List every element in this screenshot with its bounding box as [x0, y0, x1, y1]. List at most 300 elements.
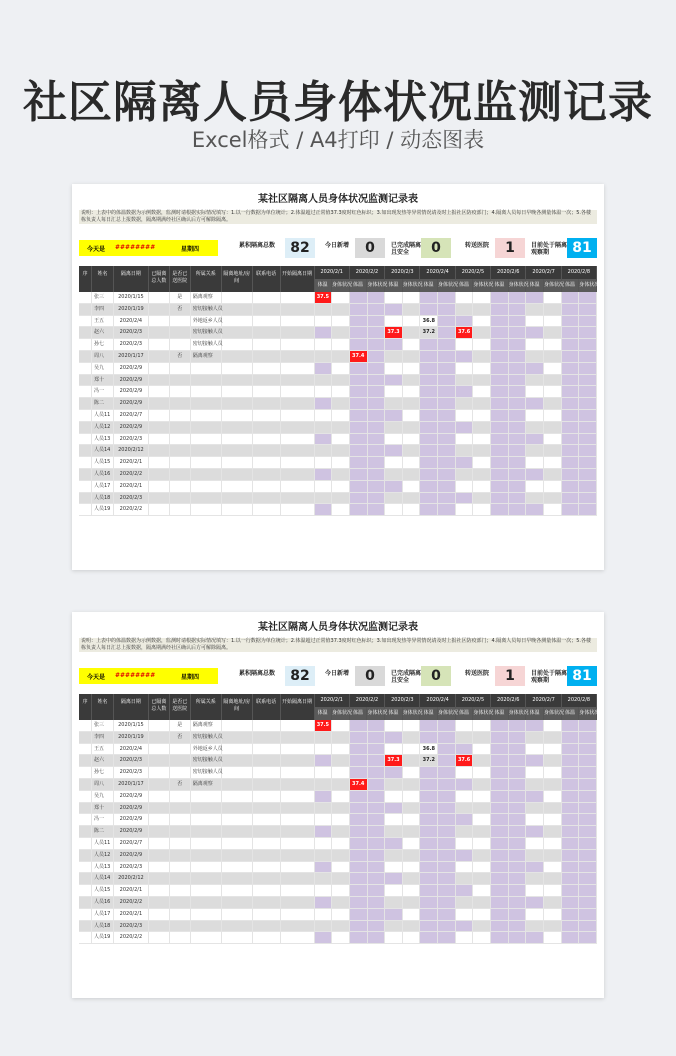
- condition-cell: [509, 504, 527, 515]
- table-cell: [281, 339, 315, 350]
- condition-cell: [332, 493, 350, 504]
- temperature-cell: [491, 826, 509, 837]
- temperature-cell: [385, 803, 403, 814]
- table-cell: 李四: [92, 732, 114, 743]
- table-row: [79, 410, 597, 422]
- temperature-cell: [315, 791, 333, 802]
- temperature-cell: 36.8: [420, 744, 438, 755]
- temperature-cell: [420, 897, 438, 908]
- table-cell: [222, 897, 253, 908]
- condition-cell: [544, 410, 562, 421]
- temperature-cell: [315, 504, 333, 515]
- temperature-cell: [526, 744, 544, 755]
- temperature-cell: [562, 744, 580, 755]
- table-cell: [191, 398, 222, 409]
- condition-cell: [368, 304, 386, 315]
- temperature-cell: [562, 779, 580, 790]
- condition-cell: [544, 434, 562, 445]
- temperature-cell: [526, 375, 544, 386]
- temperature-cell: 37.3: [385, 327, 403, 338]
- temperature-cell: [315, 826, 333, 837]
- condition-cell: [403, 862, 421, 873]
- table-cell: 人员18: [92, 493, 114, 504]
- condition-cell: [579, 445, 597, 456]
- temperature-cell: [526, 422, 544, 433]
- condition-cell: [544, 826, 562, 837]
- table-cell: [222, 327, 253, 338]
- condition-cell: [579, 493, 597, 504]
- today-value: ########: [115, 244, 156, 251]
- column-header: 开始隔离日期: [281, 266, 315, 292]
- table-row: [79, 363, 597, 375]
- table-cell: [253, 316, 281, 327]
- stat-label-hospital: 转送医院: [465, 670, 490, 677]
- condition-cell: [544, 850, 562, 861]
- condition-cell: [368, 351, 386, 362]
- table-cell: [149, 316, 170, 327]
- date-header: 2020/2/6: [491, 694, 526, 707]
- temperature-cell: [385, 386, 403, 397]
- temperature-cell: [456, 504, 474, 515]
- temperature-cell: [315, 398, 333, 409]
- table-cell: [281, 755, 315, 766]
- temperature-cell: 37.5: [315, 720, 333, 731]
- condition-cell: [579, 921, 597, 932]
- condition-cell: [368, 457, 386, 468]
- temperature-cell: [526, 493, 544, 504]
- table-row: [79, 803, 597, 815]
- temperature-cell: [562, 921, 580, 932]
- condition-cell: [438, 814, 456, 825]
- sub-header: 体温: [385, 279, 403, 292]
- condition-cell: [509, 873, 527, 884]
- table-cell: 密切接触人员: [191, 767, 222, 778]
- temperature-cell: [315, 363, 333, 374]
- table-cell: 人员11: [92, 838, 114, 849]
- sub-header: 身体状况: [579, 707, 597, 720]
- table-cell: [253, 732, 281, 743]
- table-cell: [253, 779, 281, 790]
- table-cell: [170, 814, 191, 825]
- temperature-cell: [315, 410, 333, 421]
- condition-cell: [544, 386, 562, 397]
- condition-cell: [438, 493, 456, 504]
- temperature-cell: [456, 932, 474, 943]
- temperature-cell: [456, 457, 474, 468]
- table-cell: 密切接触人员: [191, 327, 222, 338]
- table-cell: [79, 909, 92, 920]
- temperature-cell: [562, 862, 580, 873]
- sheet-preview-2: [72, 612, 604, 998]
- condition-cell: [579, 339, 597, 350]
- temperature-cell: [491, 351, 509, 362]
- temperature-cell: [526, 767, 544, 778]
- temperature-cell: [526, 850, 544, 861]
- temperature-cell: [385, 410, 403, 421]
- table-cell: 人员19: [92, 504, 114, 515]
- condition-cell: [403, 481, 421, 492]
- column-header: 姓名: [92, 266, 114, 292]
- temperature-cell: [526, 932, 544, 943]
- sub-header: 体温: [562, 707, 580, 720]
- condition-cell: [403, 744, 421, 755]
- temperature-cell: [456, 316, 474, 327]
- condition-cell: [509, 327, 527, 338]
- table-cell: 2020/2/12: [114, 873, 149, 884]
- table-cell: 2020/1/19: [114, 732, 149, 743]
- condition-cell: [473, 493, 491, 504]
- table-cell: [222, 434, 253, 445]
- temperature-cell: [350, 481, 368, 492]
- temperature-cell: [420, 862, 438, 873]
- table-cell: [79, 826, 92, 837]
- temperature-cell: [420, 304, 438, 315]
- table-cell: [253, 410, 281, 421]
- table-cell: [281, 850, 315, 861]
- table-cell: [191, 363, 222, 374]
- date-header: 2020/2/5: [456, 694, 491, 707]
- temperature-cell: [562, 375, 580, 386]
- temperature-cell: [456, 838, 474, 849]
- table-cell: [170, 375, 191, 386]
- condition-cell: [368, 909, 386, 920]
- table-cell: [191, 791, 222, 802]
- temperature-cell: 37.4: [350, 351, 368, 362]
- temperature-cell: [526, 755, 544, 766]
- condition-cell: [579, 434, 597, 445]
- table-cell: [281, 885, 315, 896]
- table-cell: [170, 826, 191, 837]
- table-cell: 隔离观察: [191, 292, 222, 303]
- temperature-cell: [350, 304, 368, 315]
- condition-cell: [368, 862, 386, 873]
- condition-cell: [473, 814, 491, 825]
- today-box: [79, 668, 218, 684]
- column-header: 隔离地址/房间: [222, 266, 253, 292]
- condition-cell: [332, 504, 350, 515]
- table-cell: [253, 791, 281, 802]
- condition-cell: [332, 720, 350, 731]
- condition-cell: [509, 885, 527, 896]
- table-cell: [281, 292, 315, 303]
- temperature-cell: [491, 803, 509, 814]
- condition-cell: [368, 838, 386, 849]
- condition-cell: [332, 873, 350, 884]
- condition-cell: [509, 720, 527, 731]
- table-cell: [170, 767, 191, 778]
- temperature-cell: [420, 885, 438, 896]
- table-cell: [149, 791, 170, 802]
- condition-cell: [403, 469, 421, 480]
- temperature-cell: [491, 779, 509, 790]
- temperature-cell: [315, 755, 333, 766]
- temperature-cell: [350, 457, 368, 468]
- condition-cell: [544, 422, 562, 433]
- condition-cell: [403, 767, 421, 778]
- condition-cell: [509, 422, 527, 433]
- table-cell: [222, 909, 253, 920]
- date-header: 2020/2/1: [315, 266, 350, 279]
- condition-cell: [473, 398, 491, 409]
- condition-cell: [403, 457, 421, 468]
- table-row: [79, 445, 597, 457]
- temperature-cell: [491, 744, 509, 755]
- condition-cell: [473, 720, 491, 731]
- condition-cell: [544, 363, 562, 374]
- table-cell: 郑十: [92, 375, 114, 386]
- temperature-cell: [315, 803, 333, 814]
- table-cell: [149, 445, 170, 456]
- condition-cell: [403, 493, 421, 504]
- condition-cell: [509, 767, 527, 778]
- temperature-cell: [315, 932, 333, 943]
- table-cell: [170, 410, 191, 421]
- temperature-cell: [315, 386, 333, 397]
- table-cell: 王五: [92, 744, 114, 755]
- condition-cell: [332, 779, 350, 790]
- condition-cell: [473, 873, 491, 884]
- temperature-cell: [491, 292, 509, 303]
- temperature-cell: [315, 744, 333, 755]
- temperature-cell: [526, 826, 544, 837]
- temperature-cell: [385, 469, 403, 480]
- temperature-cell: [491, 932, 509, 943]
- sub-header: 体温: [491, 707, 509, 720]
- table-cell: [191, 434, 222, 445]
- condition-cell: [579, 375, 597, 386]
- condition-cell: [509, 375, 527, 386]
- condition-cell: [403, 292, 421, 303]
- record-table: [79, 694, 600, 944]
- condition-cell: [332, 410, 350, 421]
- today-label: 今天是: [87, 246, 106, 253]
- condition-cell: [332, 304, 350, 315]
- temperature-cell: [420, 386, 438, 397]
- stat-value-safe: 0: [421, 238, 451, 258]
- table-cell: [170, 445, 191, 456]
- today-label: 今天是: [87, 674, 106, 681]
- table-cell: 2020/2/9: [114, 422, 149, 433]
- table-cell: [281, 803, 315, 814]
- condition-cell: [438, 316, 456, 327]
- temperature-cell: [420, 732, 438, 743]
- temperature-cell: [456, 481, 474, 492]
- condition-cell: [509, 791, 527, 802]
- condition-cell: [544, 814, 562, 825]
- table-cell: [222, 921, 253, 932]
- table-cell: 否: [170, 351, 191, 362]
- temperature-cell: [491, 720, 509, 731]
- condition-cell: [403, 327, 421, 338]
- column-header: 是否已送医院: [170, 694, 191, 720]
- condition-cell: [332, 339, 350, 350]
- temperature-cell: [315, 316, 333, 327]
- table-cell: [281, 457, 315, 468]
- temperature-cell: [491, 897, 509, 908]
- table-cell: [253, 445, 281, 456]
- condition-cell: [438, 292, 456, 303]
- temperature-cell: [491, 481, 509, 492]
- temperature-cell: 37.3: [385, 755, 403, 766]
- table-cell: [79, 791, 92, 802]
- condition-cell: [368, 504, 386, 515]
- table-cell: [191, 445, 222, 456]
- table-row: [79, 316, 597, 328]
- condition-cell: [438, 767, 456, 778]
- temperature-cell: [420, 826, 438, 837]
- condition-cell: [368, 814, 386, 825]
- sheet-note: 说明：上表中的体温数据为示例数据，监测时请根据实际情况填写：1.以一行数据为单位统计；2.体温超过正常值37.3度时红色标识；3.如出现发热等异常情况请及时上报社区防疫部门；4.隔离人员每日早晚各测量体温一次；5.各楼栋负责人每日汇总上报数据，隔离期满经社区确认后方可解除隔离。: [79, 210, 597, 224]
- temperature-cell: [456, 375, 474, 386]
- temperature-cell: [456, 779, 474, 790]
- table-row: [79, 814, 597, 826]
- condition-cell: [473, 375, 491, 386]
- temperature-cell: [350, 803, 368, 814]
- condition-cell: [473, 803, 491, 814]
- table-cell: [149, 493, 170, 504]
- table-cell: 陈二: [92, 826, 114, 837]
- temperature-cell: [456, 803, 474, 814]
- condition-cell: [579, 386, 597, 397]
- temperature-cell: [526, 351, 544, 362]
- condition-cell: [579, 422, 597, 433]
- table-cell: [191, 481, 222, 492]
- temperature-cell: [456, 469, 474, 480]
- table-cell: [281, 316, 315, 327]
- table-cell: 吴九: [92, 791, 114, 802]
- table-cell: [191, 826, 222, 837]
- temperature-cell: [456, 720, 474, 731]
- table-cell: [170, 885, 191, 896]
- condition-cell: [368, 316, 386, 327]
- condition-cell: [544, 755, 562, 766]
- temperature-cell: [562, 316, 580, 327]
- table-cell: [191, 493, 222, 504]
- temperature-cell: [350, 375, 368, 386]
- table-cell: [222, 826, 253, 837]
- condition-cell: [509, 363, 527, 374]
- table-cell: 2020/2/2: [114, 469, 149, 480]
- table-cell: [222, 504, 253, 515]
- column-header: 已隔离总人数: [149, 694, 170, 720]
- condition-cell: [403, 422, 421, 433]
- date-header: 2020/2/5: [456, 266, 491, 279]
- table-row: [79, 744, 597, 756]
- temperature-cell: [562, 434, 580, 445]
- stat-value-total: 82: [285, 238, 315, 258]
- condition-cell: [473, 838, 491, 849]
- temperature-cell: [350, 398, 368, 409]
- temperature-cell: [420, 445, 438, 456]
- date-header: 2020/2/8: [562, 266, 597, 279]
- sub-header: 体温: [420, 279, 438, 292]
- table-cell: [281, 791, 315, 802]
- column-header: 所属关系: [191, 694, 222, 720]
- temperature-cell: [385, 304, 403, 315]
- table-cell: 人员12: [92, 850, 114, 861]
- table-cell: [191, 375, 222, 386]
- table-row: [79, 386, 597, 398]
- condition-cell: [544, 457, 562, 468]
- temperature-cell: [385, 767, 403, 778]
- temperature-cell: [562, 504, 580, 515]
- condition-cell: [579, 732, 597, 743]
- temperature-cell: [526, 720, 544, 731]
- temperature-cell: [350, 363, 368, 374]
- temperature-cell: [385, 363, 403, 374]
- temperature-cell: [315, 422, 333, 433]
- temperature-cell: [315, 493, 333, 504]
- condition-cell: [368, 826, 386, 837]
- table-cell: [149, 386, 170, 397]
- condition-cell: [509, 862, 527, 873]
- table-cell: 人员17: [92, 481, 114, 492]
- condition-cell: [332, 351, 350, 362]
- condition-cell: [579, 873, 597, 884]
- condition-cell: [438, 457, 456, 468]
- condition-cell: [368, 493, 386, 504]
- condition-cell: [579, 897, 597, 908]
- temperature-cell: [420, 720, 438, 731]
- temperature-cell: [385, 339, 403, 350]
- condition-cell: [403, 434, 421, 445]
- table-cell: 2020/2/3: [114, 755, 149, 766]
- temperature-cell: [456, 791, 474, 802]
- temperature-cell: [420, 873, 438, 884]
- temperature-cell: [350, 386, 368, 397]
- temperature-cell: [385, 744, 403, 755]
- temperature-cell: [385, 932, 403, 943]
- condition-cell: [438, 445, 456, 456]
- condition-cell: [509, 304, 527, 315]
- temperature-cell: [385, 732, 403, 743]
- temperature-cell: [526, 732, 544, 743]
- stat-label-total: 累积隔离总数: [239, 242, 276, 249]
- table-cell: 王五: [92, 316, 114, 327]
- sub-header: 体温: [420, 707, 438, 720]
- condition-cell: [368, 921, 386, 932]
- condition-cell: [473, 316, 491, 327]
- table-cell: [191, 410, 222, 421]
- temperature-cell: [350, 410, 368, 421]
- temperature-cell: [562, 873, 580, 884]
- temperature-cell: [562, 469, 580, 480]
- table-cell: [79, 363, 92, 374]
- condition-cell: [473, 826, 491, 837]
- table-cell: [222, 803, 253, 814]
- table-cell: 是: [170, 720, 191, 731]
- table-cell: [149, 469, 170, 480]
- temperature-cell: [350, 814, 368, 825]
- sub-header: 身体状况: [544, 707, 562, 720]
- temperature-cell: [562, 791, 580, 802]
- table-cell: 人员15: [92, 457, 114, 468]
- condition-cell: [438, 351, 456, 362]
- sub-header: 身体状况: [509, 707, 527, 720]
- table-cell: 2020/2/1: [114, 909, 149, 920]
- table-cell: 2020/2/4: [114, 744, 149, 755]
- condition-cell: [544, 339, 562, 350]
- temperature-cell: [526, 873, 544, 884]
- table-cell: [191, 909, 222, 920]
- table-cell: 人员11: [92, 410, 114, 421]
- condition-cell: [332, 921, 350, 932]
- temperature-cell: [350, 826, 368, 837]
- table-cell: [281, 304, 315, 315]
- stat-value-safe: 0: [421, 666, 451, 686]
- condition-cell: [544, 481, 562, 492]
- condition-cell: [579, 862, 597, 873]
